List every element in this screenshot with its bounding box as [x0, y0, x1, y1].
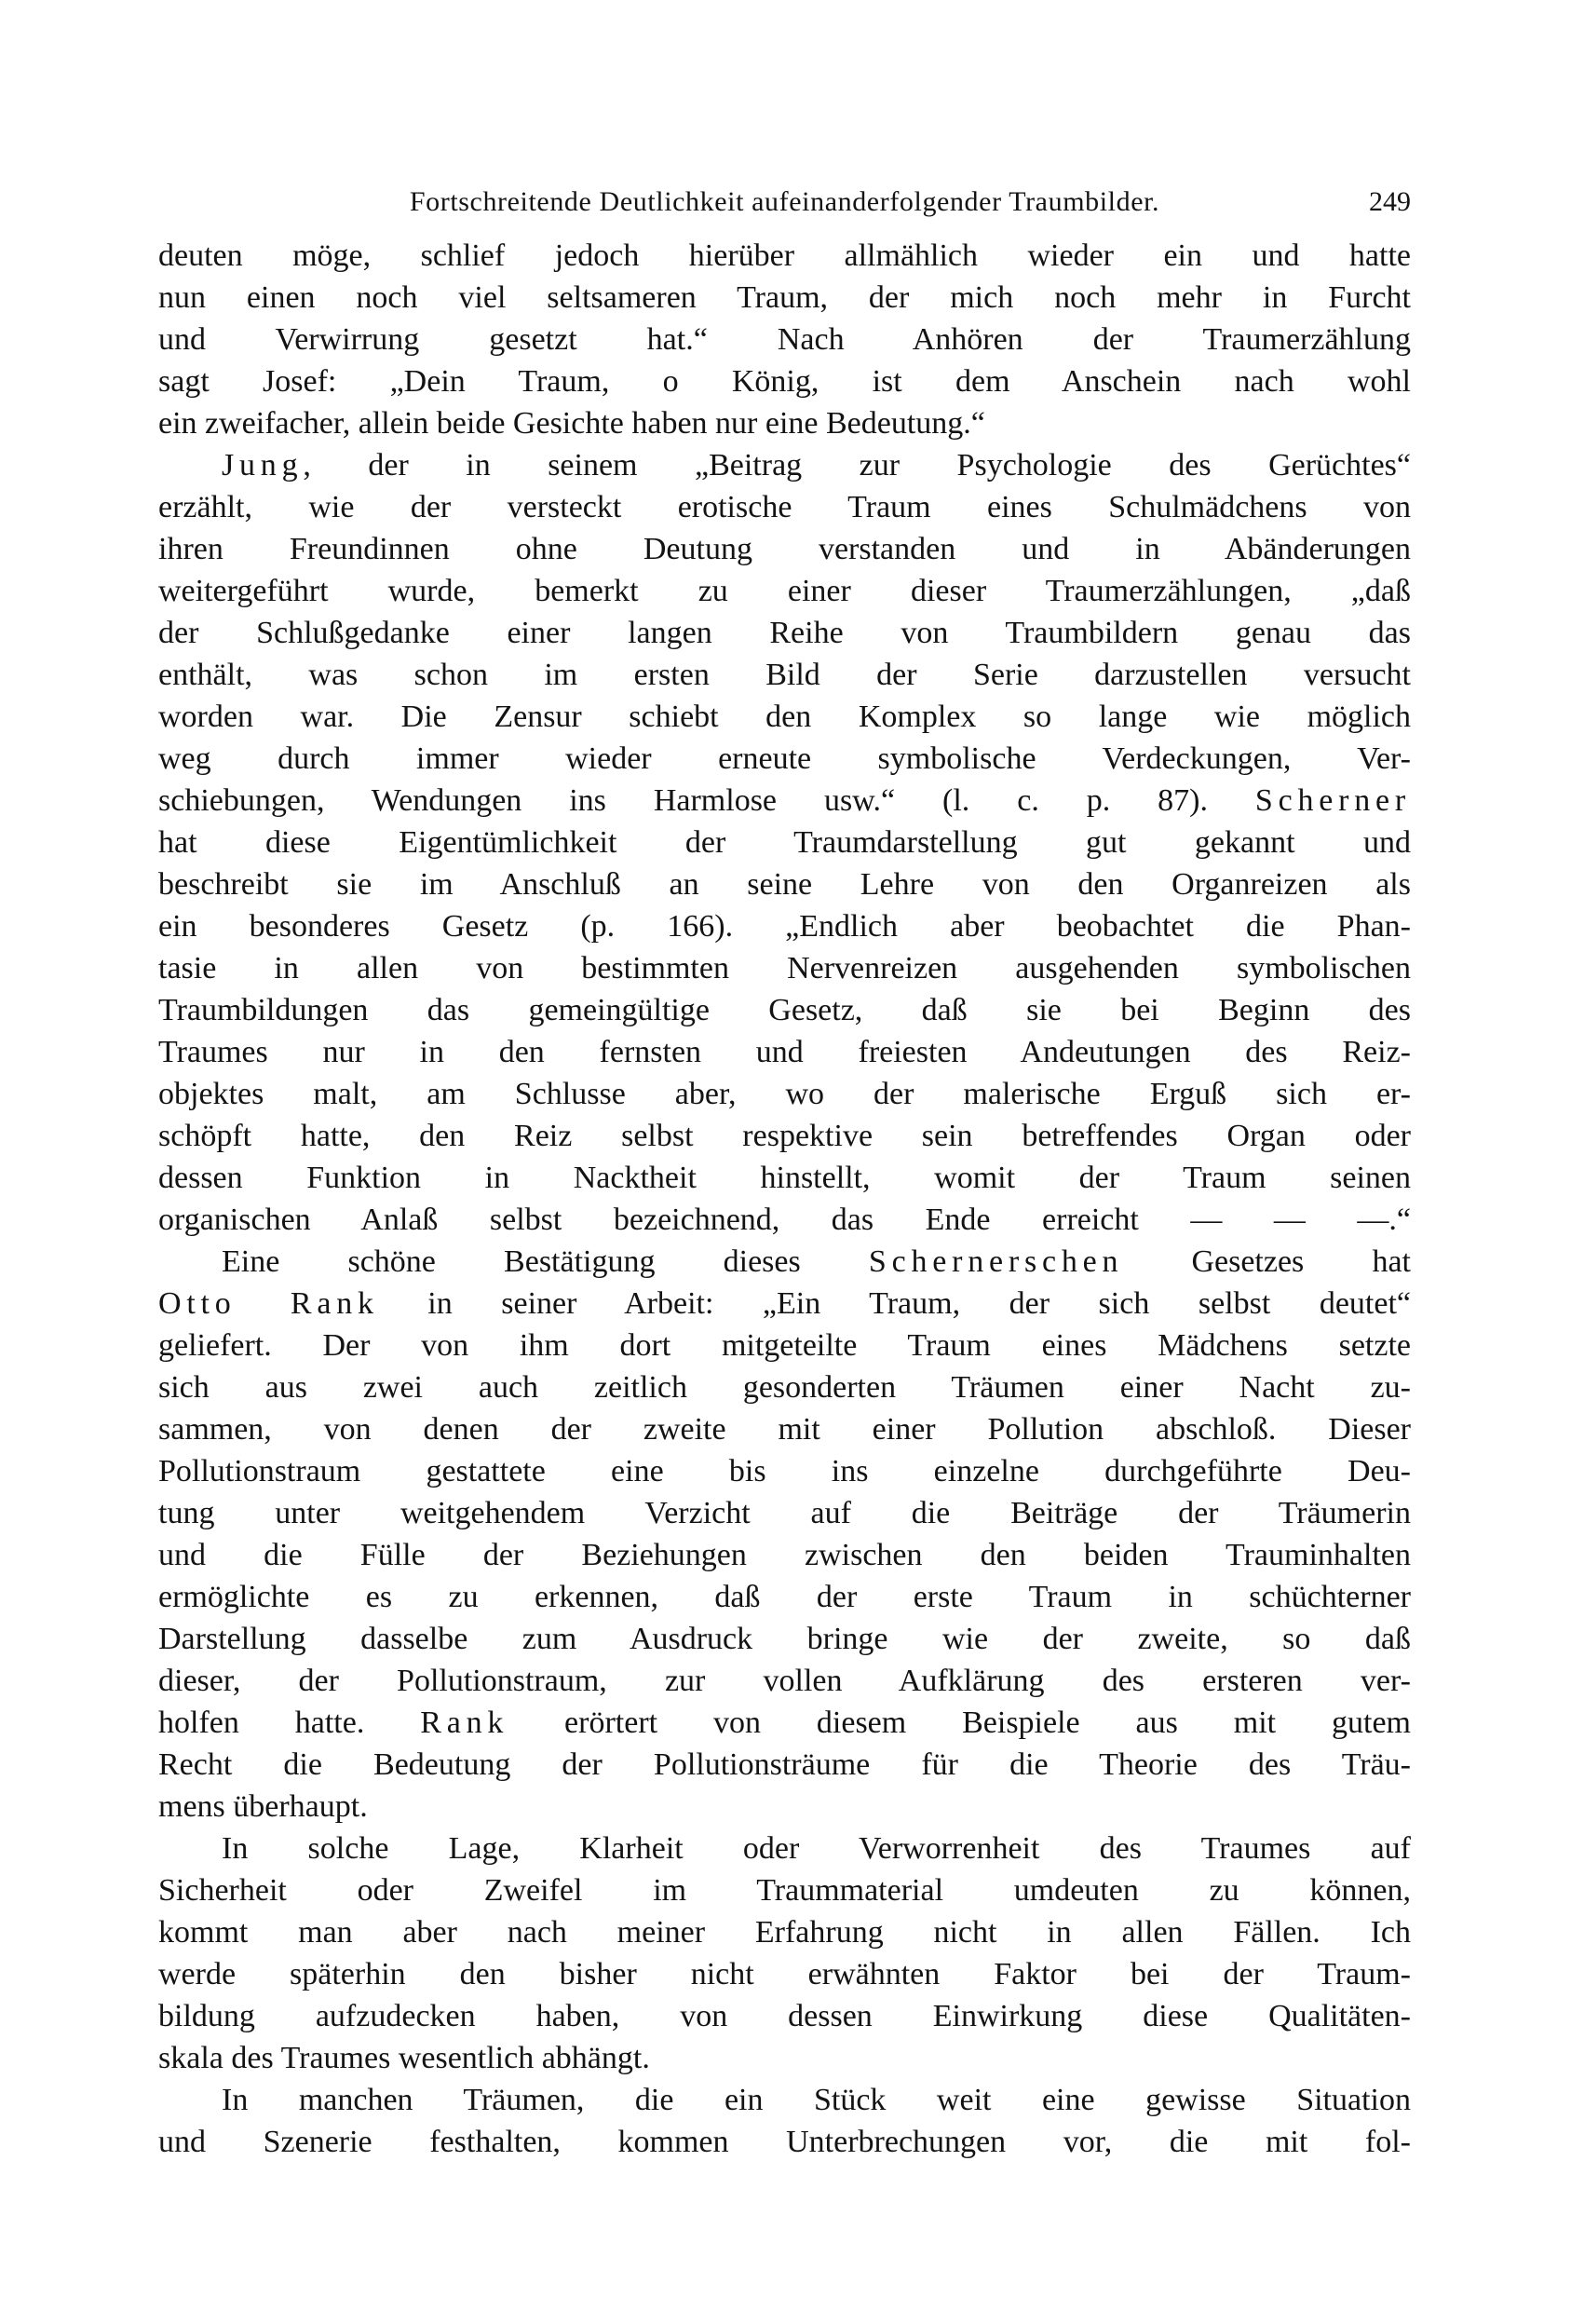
text-segment: tasie in allen von bestimmten Nervenreizen ausgehenden symbolischen: [158, 951, 1411, 985]
text-line: [158, 1366, 1411, 1408]
text-segment: Traumbildungen das gemeingültige Gesetz, daß sie bei Beginn des: [158, 993, 1411, 1027]
text-line: [158, 1702, 1411, 1744]
text-segment: werde späterhin den bisher nicht erwähnten Faktor bei der Traum-: [158, 1957, 1411, 1991]
text-line: [158, 360, 1411, 402]
text-segment: dessen Funktion in Nacktheit hinstellt, womit der Traum seinen: [158, 1161, 1411, 1195]
text-segment: kommt man aber nach meiner Erfahrung nicht in allen Fällen. Ich: [158, 1915, 1411, 1950]
text-segment: deuten möge, schlief jedoch hierüber allmählich wieder ein und hatte: [158, 238, 1411, 273]
text-line: [158, 570, 1411, 612]
letterspaced-name: Otto Rank: [158, 1286, 379, 1321]
text-segment: mens überhaupt.: [158, 1789, 368, 1824]
text-line: [158, 1492, 1411, 1534]
text-segment: Sicherheit oder Zweifel im Traummaterial umdeuten zu können,: [158, 1873, 1411, 1908]
text-line: [158, 1911, 1411, 1953]
text-line: [158, 1241, 1411, 1283]
text-line: [158, 612, 1411, 654]
text-segment: enthält, was schon im ersten Bild der Serie darzustellen versucht: [158, 658, 1411, 692]
page-number: 249: [1369, 186, 1411, 217]
text-segment: In manchen Träumen, die ein Stück weit eine gewisse Situation: [222, 2083, 1411, 2117]
letterspaced-name: Schernerschen: [868, 1244, 1124, 1279]
text-segment: weg durch immer wieder erneute symbolische Verdeckungen, Ver-: [158, 741, 1411, 776]
text-line: [158, 863, 1411, 905]
text-line: [158, 1073, 1411, 1115]
text-line: [158, 2037, 1411, 2079]
text-segment: sich aus zwei auch zeitlich gesonderten Träumen einer Nacht zu-: [158, 1370, 1411, 1405]
text-segment: und die Fülle der Beziehungen zwischen den beiden Trauminhalten: [158, 1538, 1411, 1572]
text-segment: erörtert von diesem Beispiele aus mit gutem: [508, 1706, 1411, 1740]
text-line: [158, 1744, 1411, 1786]
text-line: [158, 1576, 1411, 1618]
text-segment: ein besonderes Gesetz (p. 166). „Endlich aber beobachtet die Phan-: [158, 909, 1411, 944]
text-segment: geliefert. Der von ihm dort mitgeteilte Traum eines Mädchens setzte: [158, 1328, 1411, 1363]
text-line: [158, 1450, 1411, 1492]
text-line: [158, 1995, 1411, 2037]
text-line: [158, 2079, 1411, 2121]
text-line: [158, 1618, 1411, 1660]
text-segment: dieser, der Pollutionstraum, zur vollen Aufklärung des ersteren ver-: [158, 1664, 1411, 1698]
running-header-title: Fortschreitende Deutlichkeit aufeinanderfolgender Traumbilder.: [409, 186, 1160, 217]
body-text: [158, 235, 1411, 2163]
text-segment: und Szenerie festhalten, kommen Unterbrechungen vor, die mit fol-: [158, 2125, 1411, 2159]
text-line: [158, 2121, 1411, 2163]
text-line: [158, 989, 1411, 1031]
text-line: [158, 277, 1411, 319]
text-segment: ihren Freundinnen ohne Deutung verstanden und in Abänderungen: [158, 532, 1411, 566]
text-segment: Eine schöne Bestätigung dieses: [222, 1244, 869, 1279]
text-segment: erzählt, wie der versteckt erotische Traum eines Schulmädchens von: [158, 490, 1411, 524]
text-line: [158, 402, 1411, 444]
text-segment: organischen Anlaß selbst bezeichnend, das Ende erreicht — — —.“: [158, 1203, 1411, 1237]
text-line: [158, 1157, 1411, 1199]
text-line: [158, 696, 1411, 738]
text-line: [158, 235, 1411, 277]
text-segment: Traumes nur in den fernsten und freiesten Andeutungen des Reiz-: [158, 1035, 1411, 1069]
text-segment: hat diese Eigentümlichkeit der Traumdarstellung gut gekannt und: [158, 825, 1411, 860]
text-line: [158, 1115, 1411, 1157]
text-line: [158, 1283, 1411, 1325]
text-line: [158, 654, 1411, 696]
text-segment: skala des Traumes wesentlich abhängt.: [158, 2041, 650, 2075]
text-segment: In solche Lage, Klarheit oder Verworrenheit des Traumes auf: [222, 1831, 1411, 1866]
text-segment: ermöglichte es zu erkennen, daß der erste Traum in schüchterner: [158, 1580, 1411, 1614]
text-segment: nun einen noch viel seltsameren Traum, der mich noch mehr in Furcht: [158, 280, 1411, 315]
text-segment: holfen hatte.: [158, 1706, 421, 1740]
letterspaced-name: Rank: [420, 1706, 509, 1740]
text-segment: tung unter weitgehendem Verzicht auf die Beiträge der Träumerin: [158, 1496, 1411, 1530]
text-segment: sagt Josef: „Dein Traum, o König, ist dem Anschein nach wohl: [158, 364, 1411, 399]
text-line: [158, 1031, 1411, 1073]
text-line: [158, 1786, 1411, 1828]
page-header: [158, 184, 1411, 220]
text-line: [158, 1408, 1411, 1450]
text-line: [158, 1869, 1411, 1911]
text-segment: Darstellung dasselbe zum Ausdruck bringe wie der zweite, so daß: [158, 1622, 1411, 1656]
text-segment: sammen, von denen der zweite mit einer Pollution abschloß. Dieser: [158, 1412, 1411, 1447]
text-line: [158, 1199, 1411, 1241]
text-segment: und Verwirrung gesetzt hat.“ Nach Anhören der Traumerzählung: [158, 322, 1411, 357]
text-segment: Gesetzes hat: [1123, 1244, 1411, 1279]
text-segment: objektes malt, am Schlusse aber, wo der malerische Erguß sich er-: [158, 1077, 1411, 1111]
text-line: [158, 780, 1411, 822]
text-line: [158, 1953, 1411, 1995]
text-segment: der Schlußgedanke einer langen Reihe von Traumbildern genau das: [158, 616, 1411, 650]
text-segment: worden war. Die Zensur schiebt den Komplex so lange wie möglich: [158, 700, 1411, 734]
text-line: [158, 905, 1411, 947]
text-line: [158, 486, 1411, 528]
letterspaced-name: Scherner: [1254, 783, 1411, 818]
text-segment: , der in seinem „Beitrag zur Psychologie des Gerüchtes“: [303, 448, 1411, 482]
text-segment: Pollutionstraum gestattete eine bis ins einzelne durchgeführte Deu-: [158, 1454, 1411, 1488]
text-line: [158, 1660, 1411, 1702]
text-segment: Recht die Bedeutung der Pollutionsträume für die Theorie des Träu-: [158, 1747, 1411, 1782]
letterspaced-name: Jung: [222, 448, 304, 482]
text-line: [158, 528, 1411, 570]
text-segment: in seiner Arbeit: „Ein Traum, der sich selbst deutet“: [378, 1286, 1411, 1321]
text-segment: bildung aufzudecken haben, von dessen Einwirkung diese Qualitäten-: [158, 1999, 1411, 2033]
text-segment: schiebungen, Wendungen ins Harmlose usw.“ (l. c. p. 87).: [158, 783, 1255, 818]
text-segment: weitergeführt wurde, bemerkt zu einer dieser Traumerzählungen, „daß: [158, 574, 1411, 608]
text-line: [158, 1828, 1411, 1869]
text-line: [158, 1534, 1411, 1576]
text-line: [158, 738, 1411, 780]
text-line: [158, 947, 1411, 989]
text-line: [158, 1325, 1411, 1366]
text-line: [158, 822, 1411, 863]
text-line: [158, 319, 1411, 360]
text-line: [158, 444, 1411, 486]
text-segment: ein zweifacher, allein beide Gesichte haben nur eine Bedeutung.“: [158, 406, 985, 441]
text-segment: schöpft hatte, den Reiz selbst respektive sein betreffendes Organ oder: [158, 1119, 1411, 1153]
text-segment: beschreibt sie im Anschluß an seine Lehre von den Organreizen als: [158, 867, 1411, 902]
